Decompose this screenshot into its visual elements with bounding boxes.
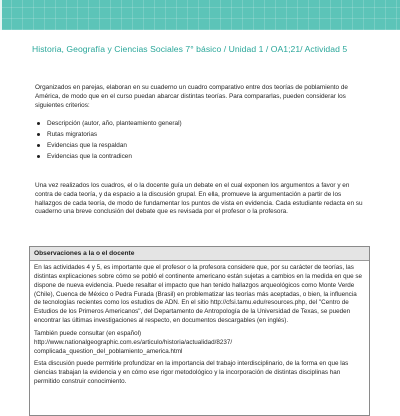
observations-body bbox=[30, 261, 369, 387]
criteria-item: Evidencias que la contradicen bbox=[35, 151, 367, 162]
header-band-edge bbox=[0, 0, 2, 30]
observations-heading: Observaciones a la o el docente bbox=[30, 247, 369, 261]
criteria-item: Descripción (autor, año, planteamiento general) bbox=[35, 118, 367, 129]
observations-paragraph: Esta discusión puede permitirle profundizar en la importancia del trabajo interdisciplinario, de la forma en que las ciencias trabajan la evidencia y en cómo ese rigor metodológico y la incorporación de distintas disciplinas han permitido construir conocimiento. bbox=[34, 360, 349, 386]
activity-content bbox=[35, 84, 367, 217]
activity-debate: Una vez realizados los cuadros, el o la docente guía un debate en el cual exponen los argumentos a favor y en contra de cada teoría, y da espacio a la discusión grupal. En ella, promueve la argumentación a partir de los hallazgos de cada teoría, de modo de fundamentar los puntos de vista en evidencia. Cada estudiante redacta en su cuaderno una breve conclusión del debate que es revisada por el profesor o la profesora. bbox=[35, 181, 363, 216]
criteria-list bbox=[35, 118, 367, 162]
header-band bbox=[0, 0, 400, 30]
observations-link-url[interactable]: http://www.nationalgeographic.com.es/articulo/historia/actualidad/8237/ bbox=[34, 338, 233, 346]
observations-paragraph: En las actividades 4 y 5, es importante que el profesor o la profesora considere que, por su carácter de teorías, las distintas explicaciones sobre cómo se pobló el continente americano están sujetas a cambios en la medida en que se dispone de nueva evidencia. Puede resaltar el impacto que han tenido hallazgos arqueológicos como Monte Verde (Chile), Cuenca de México o Pedra Furada (Brasil) en problematizar las teorías más aceptadas, o bien, la influencia de tecnologías recientes como los estudios de ADN. En el sitio http://cfsi.tamu.edu/resources.php, del "Centro de Estudios de los Primeros Americanos", del Departamento de Antropología de la Universidad de Texas, se pueden encontrar las últimas investigaciones al respecto, en documentos descargables (en inglés). bbox=[34, 264, 362, 325]
activity-instructions: Organizados en parejas, elaboran en su cuaderno un cuadro comparativo entre dos teorías de poblamiento de América, de modo que en el curso puedan abarcar distintas teorías. Para compararlas, pueden considerar los siguientes criterios: bbox=[35, 84, 348, 109]
criteria-item: Evidencias que la respaldan bbox=[35, 140, 367, 151]
observations-link-url-cont[interactable]: complicada_question_del_poblamiento_america.html bbox=[34, 347, 183, 355]
observations-box bbox=[29, 246, 370, 416]
observations-links bbox=[34, 330, 365, 357]
page-title: Historia, Geografía y Ciencias Sociales 7° básico / Unidad 1 / OA1;21/ Actividad 5 bbox=[32, 44, 348, 54]
observations-link-intro: También puede consultar (en español) bbox=[34, 329, 142, 337]
criteria-item: Rutas migratorias bbox=[35, 129, 367, 140]
